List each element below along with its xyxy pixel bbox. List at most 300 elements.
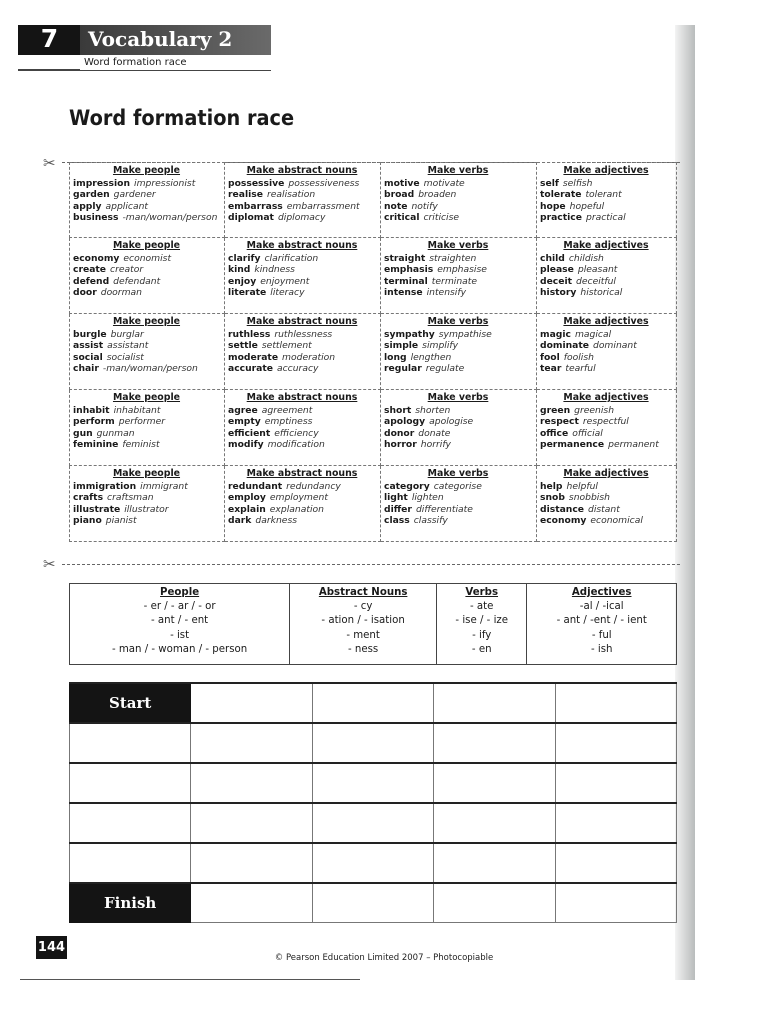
card-word-row: [540, 287, 672, 299]
base-word: impression: [73, 177, 131, 189]
derived-word: embarrassment: [286, 200, 360, 212]
page-title: Word formation race: [69, 106, 295, 130]
base-word: moderate: [228, 351, 279, 363]
derived-word: pianist: [105, 515, 137, 526]
base-word: differ: [384, 503, 412, 515]
derived-word: doorman: [100, 287, 142, 298]
card-word-row: [228, 492, 376, 504]
derived-word: gardener: [113, 189, 156, 200]
derived-word: agreement: [261, 404, 313, 416]
base-word: accurate: [228, 363, 273, 374]
derived-word: -man/woman/person: [122, 212, 218, 223]
base-word: door: [73, 287, 97, 298]
card-word-row: [73, 264, 220, 276]
card-word-row: [384, 276, 532, 288]
card-word-row: [73, 481, 220, 493]
section-header: [18, 25, 271, 55]
card-word-row: [540, 352, 672, 364]
card-word-row: [540, 363, 672, 375]
card-word-row: [540, 405, 672, 417]
board-square[interactable]: [434, 763, 555, 803]
base-word: business: [73, 212, 119, 223]
suffix-line: -al / -ical: [579, 601, 624, 613]
suffix-heading: Abstract Nouns: [318, 587, 408, 598]
derived-word: straighten: [429, 252, 477, 264]
derived-word: inhabitant: [113, 404, 161, 416]
card-title: Make adjectives: [563, 165, 649, 176]
base-word: gun: [73, 427, 93, 439]
base-word: immigration: [73, 480, 137, 492]
derived-word: terminate: [431, 275, 478, 287]
word-card: [225, 390, 381, 466]
base-word: explain: [228, 503, 266, 515]
base-word: respect: [540, 416, 579, 427]
base-word: green: [540, 404, 571, 416]
derived-word: immigrant: [140, 480, 188, 492]
base-word: magic: [540, 328, 571, 340]
derived-word: motivate: [423, 177, 465, 189]
base-word: assist: [73, 340, 104, 351]
card-word-row: [73, 439, 220, 451]
card-title: Make people: [112, 468, 181, 479]
base-word: chair: [73, 363, 99, 374]
base-word: broad: [384, 189, 415, 200]
card-word-row: [384, 439, 532, 451]
card-word-row: [228, 264, 376, 276]
word-card: [225, 162, 381, 238]
suffix-heading: Verbs: [465, 587, 499, 598]
suffix-line: - ise / - ize: [455, 615, 509, 627]
suffix-line: - man / - woman / - person: [111, 643, 248, 655]
card-word-row: [540, 189, 672, 201]
base-word: piano: [73, 515, 102, 526]
board-square[interactable]: [434, 883, 555, 923]
board-square[interactable]: [434, 683, 555, 723]
derived-word: economist: [123, 252, 172, 264]
card-word-row: [73, 416, 220, 428]
derived-word: creator: [110, 264, 144, 275]
base-word: child: [540, 252, 565, 264]
derived-word: diplomacy: [277, 212, 326, 223]
card-word-row: [73, 329, 220, 341]
derived-word: donate: [418, 427, 451, 439]
derived-word: foolish: [563, 351, 594, 363]
derived-word: darkness: [255, 515, 298, 526]
card-title: Make verbs: [427, 468, 489, 479]
base-word: donor: [384, 427, 415, 439]
board-square[interactable]: [191, 723, 312, 763]
derived-word: hopeful: [569, 200, 605, 212]
derived-word: permanent: [608, 439, 659, 450]
derived-word: tolerant: [585, 189, 622, 200]
word-card: [69, 390, 225, 466]
base-word: garden: [73, 189, 110, 200]
card-word-row: [540, 428, 672, 440]
card-title: Make abstract nouns: [246, 392, 358, 403]
base-word: please: [540, 264, 574, 275]
base-word: sympathy: [384, 328, 435, 340]
suffix-heading: People: [160, 587, 200, 598]
base-word: motive: [384, 177, 420, 189]
card-word-row: [73, 276, 220, 288]
word-card: [537, 162, 677, 238]
base-word: defend: [73, 275, 110, 287]
card-word-row: [228, 212, 376, 224]
start-label: Start: [70, 683, 191, 723]
card-word-row: [228, 416, 376, 428]
section-subtitle: Word formation race: [84, 57, 187, 68]
derived-word: craftsman: [107, 492, 154, 503]
card-word-row: [228, 253, 376, 265]
derived-word: applicant: [105, 200, 149, 212]
base-word: hope: [540, 200, 566, 212]
card-word-row: [228, 352, 376, 364]
base-word: note: [384, 200, 408, 212]
derived-word: regulate: [425, 363, 465, 374]
derived-word: possessiveness: [288, 177, 360, 189]
cut-line-bottom: [62, 564, 680, 565]
card-word-row: [540, 264, 672, 276]
card-word-row: [73, 352, 220, 364]
base-word: efficient: [228, 427, 271, 439]
card-title: Make people: [112, 392, 181, 403]
card-word-row: [73, 492, 220, 504]
card-title: Make abstract nouns: [246, 468, 358, 479]
suffix-line: - ist: [170, 629, 190, 641]
base-word: regular: [384, 363, 422, 374]
base-word: straight: [384, 252, 426, 264]
base-word: redundant: [228, 480, 283, 492]
base-word: history: [540, 287, 577, 298]
derived-word: criticise: [423, 212, 460, 223]
chapter-number: 7: [18, 25, 80, 55]
card-word-row: [73, 363, 220, 375]
suffix-line: - en: [471, 643, 492, 655]
base-word: enjoy: [228, 275, 257, 287]
derived-word: shorten: [415, 404, 451, 416]
card-word-row: [228, 287, 376, 299]
board-square[interactable]: [555, 883, 676, 923]
derived-word: emphasise: [437, 264, 487, 275]
card-word-row: [384, 481, 532, 493]
card-word-row: [73, 253, 220, 265]
card-title: Make abstract nouns: [246, 240, 358, 251]
derived-word: redundancy: [286, 480, 341, 492]
base-word: distance: [540, 503, 585, 515]
card-title: Make people: [112, 316, 181, 327]
card-word-row: [73, 405, 220, 417]
board-square[interactable]: [434, 803, 555, 843]
base-word: realise: [228, 189, 263, 200]
base-word: permanence: [540, 439, 605, 450]
board-square[interactable]: [312, 723, 433, 763]
card-title: Make verbs: [427, 240, 489, 251]
derived-word: modification: [267, 439, 325, 450]
base-word: modify: [228, 439, 264, 450]
word-card: [537, 238, 677, 314]
scissors-icon: ✂: [43, 555, 56, 573]
base-word: help: [540, 480, 563, 492]
board-square[interactable]: [312, 763, 433, 803]
suffix-line: - ant / - ent: [151, 615, 209, 627]
card-word-row: [228, 481, 376, 493]
base-word: terminal: [384, 275, 428, 287]
derived-word: socialist: [106, 351, 144, 363]
base-word: kind: [228, 264, 251, 275]
base-word: possessive: [228, 177, 285, 189]
derived-word: performer: [118, 416, 166, 427]
card-word-row: [384, 253, 532, 265]
card-word-row: [540, 329, 672, 341]
derived-word: simplify: [422, 340, 459, 351]
board-square[interactable]: [191, 883, 312, 923]
base-word: practice: [540, 212, 582, 223]
derived-word: clarification: [264, 252, 319, 264]
card-word-row: [73, 515, 220, 527]
suffix-line: - ful: [591, 629, 612, 641]
base-word: feminine: [73, 439, 119, 450]
derived-word: impressionist: [134, 177, 196, 189]
word-cards-grid: [69, 162, 677, 542]
word-card: [69, 314, 225, 390]
derived-word: explanation: [269, 503, 324, 515]
derived-word: notify: [411, 200, 438, 212]
card-title: Make people: [112, 240, 181, 251]
derived-word: distant: [588, 503, 620, 515]
suffix-line: - ant / -ent / - ient: [556, 615, 647, 627]
base-word: ruthless: [228, 328, 271, 340]
derived-word: snobbish: [568, 492, 610, 503]
suffix-heading: Adjectives: [571, 587, 632, 598]
card-word-row: [384, 189, 532, 201]
board-square[interactable]: [555, 763, 676, 803]
derived-word: practical: [585, 212, 626, 223]
board-square[interactable]: [434, 723, 555, 763]
word-card: [381, 466, 537, 542]
base-word: emphasis: [384, 264, 434, 275]
base-word: crafts: [73, 492, 104, 503]
word-card: [69, 466, 225, 542]
derived-word: feminist: [122, 439, 160, 450]
base-word: dark: [228, 515, 252, 526]
base-word: short: [384, 404, 412, 416]
base-word: snob: [540, 492, 565, 503]
derived-word: -man/woman/person: [102, 363, 198, 374]
board-square[interactable]: [191, 843, 312, 883]
base-word: office: [540, 427, 569, 439]
base-word: employ: [228, 492, 266, 503]
board-square[interactable]: [434, 843, 555, 883]
card-word-row: [540, 492, 672, 504]
base-word: tear: [540, 363, 562, 374]
derived-word: apologise: [429, 416, 474, 427]
derived-word: selfish: [562, 177, 593, 189]
board-square[interactable]: [191, 803, 312, 843]
card-word-row: [73, 340, 220, 352]
suffix-line: - ate: [470, 601, 494, 613]
board-square[interactable]: [312, 843, 433, 883]
suffix-column: [527, 584, 677, 665]
section-title: Vocabulary 2: [80, 25, 271, 55]
card-word-row: [73, 189, 220, 201]
derived-word: assistant: [107, 340, 149, 351]
base-word: settle: [228, 340, 258, 351]
word-card: [225, 238, 381, 314]
card-word-row: [73, 504, 220, 516]
base-word: illustrate: [73, 503, 121, 515]
card-word-row: [228, 189, 376, 201]
card-word-row: [228, 340, 376, 352]
board-square[interactable]: [70, 803, 191, 843]
scissors-icon: ✂: [43, 154, 56, 172]
derived-word: enjoyment: [260, 275, 310, 287]
base-word: self: [540, 177, 559, 189]
board-square[interactable]: [555, 683, 676, 723]
card-word-row: [384, 363, 532, 375]
card-word-row: [228, 329, 376, 341]
word-card: [537, 466, 677, 542]
derived-word: differentiate: [415, 503, 473, 515]
suffix-line: - ify: [472, 629, 492, 641]
derived-word: classify: [413, 515, 448, 526]
card-word-row: [73, 287, 220, 299]
base-word: embarrass: [228, 200, 283, 212]
card-word-row: [228, 504, 376, 516]
suffix-line: - ish: [590, 643, 613, 655]
derived-word: broaden: [418, 189, 457, 200]
card-word-row: [73, 178, 220, 190]
board-square[interactable]: [555, 843, 676, 883]
card-word-row: [540, 340, 672, 352]
card-word-row: [73, 201, 220, 213]
board-square[interactable]: [191, 683, 312, 723]
card-word-row: [540, 212, 672, 224]
derived-word: kindness: [254, 264, 295, 275]
base-word: long: [384, 351, 407, 363]
board-square[interactable]: [70, 763, 191, 803]
word-card: [381, 390, 537, 466]
base-word: agree: [228, 404, 258, 416]
card-title: Make adjectives: [563, 316, 649, 327]
derived-word: tearful: [565, 363, 596, 374]
card-word-row: [384, 428, 532, 440]
derived-word: literacy: [270, 287, 305, 298]
derived-word: emptiness: [264, 416, 313, 427]
base-word: burgle: [73, 328, 107, 340]
card-word-row: [228, 363, 376, 375]
base-word: create: [73, 264, 107, 275]
derived-word: defendant: [113, 275, 161, 287]
card-word-row: [228, 515, 376, 527]
card-word-row: [384, 212, 532, 224]
copyright-footer: © Pearson Education Limited 2007 – Photocopiable: [274, 953, 494, 963]
card-word-row: [384, 264, 532, 276]
base-word: light: [384, 492, 408, 503]
page-number: 144: [36, 936, 67, 959]
word-card: [381, 162, 537, 238]
word-card: [537, 390, 677, 466]
base-word: category: [384, 480, 430, 492]
card-word-row: [540, 515, 672, 527]
board-square[interactable]: [70, 843, 191, 883]
base-word: inhabit: [73, 404, 110, 416]
derived-word: efficiency: [274, 427, 319, 439]
derived-word: magical: [574, 328, 612, 340]
derived-word: gunman: [96, 427, 135, 439]
word-card: [225, 314, 381, 390]
derived-word: settlement: [261, 340, 312, 351]
card-word-row: [228, 178, 376, 190]
derived-word: dominant: [592, 340, 637, 351]
base-word: critical: [384, 212, 420, 223]
card-word-row: [540, 253, 672, 265]
card-word-row: [540, 178, 672, 190]
board-square[interactable]: [555, 803, 676, 843]
word-card: [225, 466, 381, 542]
card-word-row: [384, 405, 532, 417]
card-word-row: [384, 178, 532, 190]
page-edge-shadow: [675, 25, 695, 980]
card-word-row: [228, 201, 376, 213]
suffix-line: - cy: [353, 601, 373, 613]
derived-word: horrify: [420, 439, 451, 450]
word-card: [69, 162, 225, 238]
board-square[interactable]: [312, 683, 433, 723]
card-word-row: [384, 352, 532, 364]
suffix-column: [70, 584, 290, 665]
base-word: economy: [73, 252, 120, 264]
derived-word: lighten: [411, 492, 444, 503]
card-word-row: [228, 405, 376, 417]
base-word: horror: [384, 439, 417, 450]
derived-word: economical: [590, 515, 643, 526]
card-word-row: [228, 439, 376, 451]
board-square[interactable]: [191, 763, 312, 803]
card-title: Make abstract nouns: [246, 165, 358, 176]
board-square[interactable]: [70, 723, 191, 763]
derived-word: categorise: [433, 480, 482, 492]
board-square[interactable]: [312, 803, 433, 843]
base-word: simple: [384, 340, 419, 351]
card-title: Make adjectives: [563, 392, 649, 403]
derived-word: realisation: [266, 189, 316, 200]
derived-word: illustrator: [124, 503, 169, 515]
board-square[interactable]: [312, 883, 433, 923]
suffix-line: - ation / - isation: [321, 615, 405, 627]
card-title: Make adjectives: [563, 240, 649, 251]
word-card: [381, 238, 537, 314]
footer-rule: [20, 979, 360, 980]
derived-word: sympathise: [438, 328, 492, 340]
derived-word: deceitful: [576, 275, 616, 287]
card-word-row: [540, 481, 672, 493]
base-word: clarify: [228, 252, 261, 264]
card-word-row: [384, 492, 532, 504]
card-word-row: [540, 201, 672, 213]
suffix-column: [437, 584, 527, 665]
derived-word: official: [572, 427, 603, 439]
base-word: empty: [228, 416, 261, 427]
card-word-row: [540, 276, 672, 288]
base-word: deceit: [540, 275, 573, 287]
board-square[interactable]: [555, 723, 676, 763]
card-word-row: [73, 212, 220, 224]
base-word: perform: [73, 416, 115, 427]
word-card: [69, 238, 225, 314]
card-word-row: [384, 329, 532, 341]
base-word: apology: [384, 416, 426, 427]
card-word-row: [540, 439, 672, 451]
